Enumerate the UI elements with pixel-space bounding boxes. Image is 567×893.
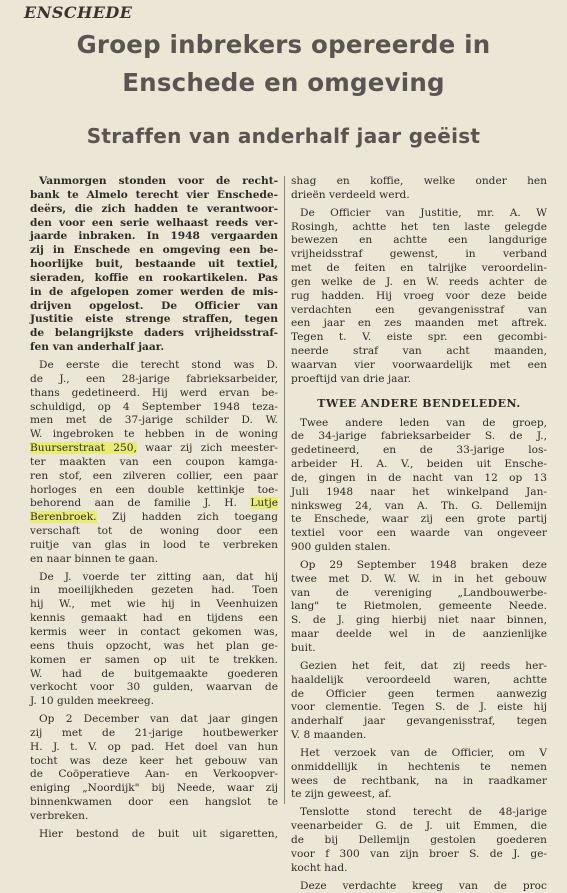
text-line: verdachten een gevangenisstraf van [291,304,547,318]
text-line: De eerste die terecht stond was D. [30,359,278,373]
text-line: Rosingh, achtte het ten laste gelegde [291,221,547,235]
text-line: de belangrijkste daders vrijheidsstraf- [30,327,278,341]
highlighted-text: Berenbroek. [30,511,97,523]
text-line: men met de 37-jarige schilder D. W. [30,414,278,428]
left-column [30,175,278,804]
text-line: jaarde inbraken. In 1948 vergaarden [30,230,278,244]
text-line: kermis weer in contact gekomen was, [30,626,278,640]
text-line: den voor een serie welhaast reeds ver- [30,217,278,231]
text-line: te Enschede, waar zij een grote partij [291,513,547,527]
text-line: Deze verdachte kreeg van de proc [291,880,547,893]
highlighted-text: Buurserstraat 250, [30,442,137,454]
text-line: hoorlijke buit, bestaande uit textiel, [30,258,278,272]
dateline: ENSCHEDE [24,3,133,22]
text-line: lang" te Rietmolen, gemeente Neede. [291,600,547,614]
text-line: V. 8 maanden. [291,729,547,743]
text-line: binnenkwamen door een hangslot te [30,796,278,810]
text-line: te zijn geweest, af. [291,788,547,802]
text-line: proeftijd van drie jaar. [291,373,547,387]
text-line: de bij Dellemijn gestolen goederen [291,834,547,848]
text-line: Het verzoek van de Officier, om V [291,747,547,761]
text-line: zij met de 21-jarige houtbewerker [30,727,278,741]
text-line: Buurserstraat 250, waar zij zich meester- [30,442,278,456]
text-line: De Officier van Justitie, mr. A. W [291,207,547,221]
text-line: shag en koffie, welke onder hen [291,175,547,189]
text-line: kocht had. [291,862,547,876]
text-line: van de vereniging „Landbouwerbe- [291,587,547,601]
text-line: Op 29 September 1948 braken deze [291,559,547,573]
text-line: neerde straf van acht maanden, [291,345,547,359]
text-line: in moeilijkheden gezeten had. Toen [30,584,278,598]
text-line: bewezen en achtte een langdurige [291,234,547,248]
column-divider [284,176,285,804]
text-line: sieraden, koffie en rookartikelen. Pas [30,272,278,286]
subheadline: Straffen van anderhalf jaar geëist [0,124,567,148]
text-line: Hier bestond de buit uit sigaretten, [30,828,278,842]
text-line: onmiddellijk in hechtenis te nemen [291,761,547,775]
text-line: drijven opgelost. De Officier van [30,300,278,314]
text-line: drieën verdeeld werd. [291,189,547,203]
text-line: Vanmorgen stonden voor de recht- [30,175,278,189]
highlighted-text: Lutje [250,497,278,509]
text-line: de Officier geen termen aanwezig [291,688,547,702]
text-line: ren stof, een zilveren collier, een paar [30,470,278,484]
text-line: maar deelde wel in de aanzienlijke [291,628,547,642]
text-line: vrijheidsstraf gewenst, in verband [291,248,547,262]
text-line: twee met D. W. W. in in het gebouw [291,573,547,587]
text-line: met de feiten en talrijke veroordelin- [291,262,547,276]
text-line: schuldigd, op 4 September 1948 teza- [30,401,278,415]
headline-line-1: Groep inbrekers opereerde in [0,26,567,64]
text-line: de, gingen in de nacht van 12 op 13 [291,472,547,486]
text-line: eniging „Noordijk" bij Neede, waar zij [30,782,278,796]
text-line: Berenbroek. Zij hadden zich toegang [30,511,278,525]
text-line: komen er samen op uit te trekken. [30,654,278,668]
text-line: hij W., met wie hij in Veenhuizen [30,598,278,612]
text-line: horloges en een double kettinkje toe- [30,484,278,498]
text-line: textiel voor een waarde van ongeveer [291,527,547,541]
text-line: W. had de buitgemaakte goederen [30,668,278,682]
text-line: Tenslotte stond terecht de 48-jarige [291,806,547,820]
text-line: Tegen t. V. eiste spr. een gecombi- [291,331,547,345]
text-line: kennis gemaakt had en tijdens een [30,612,278,626]
headline-line-2: Enschede en omgeving [0,64,567,102]
text-line: veenarbeider G. de J. uit Emmen, die [291,820,547,834]
text-line: 900 gulden stalen. [291,541,547,555]
text-line: arbeider H. A. V., beiden uit Ensche- [291,458,547,472]
text-line: thans gedetineerd. Hij werd ervan be- [30,387,278,401]
text-line: Gezien het feit, dat zij reeds her- [291,660,547,674]
text-line: zij in Enschede en omgeving een be- [30,244,278,258]
text-line: haaldelijk veroordeeld waren, achtte [291,674,547,688]
text-line: waarvan vier voorwaardelijk met een [291,359,547,373]
text-line: tocht was deze keer het gebouw van [30,755,278,769]
right-column-part-2 [291,417,547,893]
right-column [291,175,547,804]
text-line: verschaft tot de woning door een [30,525,278,539]
text-line: de Coöperatieve Aan- en Verkoopver- [30,768,278,782]
text-line: de J., een 28-jarige fabrieksarbeider, [30,373,278,387]
text-line: Op 2 December van dat jaar gingen [30,713,278,727]
headline [0,26,567,102]
text-line: fen van anderhalf jaar. [30,341,278,355]
text-line: een jaar en zes maanden met aftrek. [291,317,547,331]
text-line: behorend aan de familie J. H. Lutje [30,497,278,511]
right-column-part-1 [291,175,547,391]
text-line: rug hadden. Hij vroeg voor deze beide [291,290,547,304]
text-line: in de afgelopen zomer werden de mis- [30,286,278,300]
text-line: verbreken. [30,810,278,824]
text-line: Twee andere leden van de groep, [291,417,547,431]
text-line: ninksweg 24, van A. Th. G. Dellemijn [291,500,547,514]
section-heading: TWEE ANDERE BENDELEDEN. [291,397,547,411]
text-line: voor f 300 van zijn broer S. de J. ge- [291,848,547,862]
text-line: gedetineerd, en de 33-jarige los- [291,444,547,458]
text-line: H. J. t. V. op pad. Het doel van hun [30,741,278,755]
text-line: anderhalf jaar gevangenisstraf, tegen [291,715,547,729]
text-line: wees de rechtbank, na in raadkamer [291,775,547,789]
text-line: voor clementie. Tegen S. de J. eiste hij [291,701,547,715]
text-line: Juli 1948 naar het winkelpand Jan- [291,486,547,500]
text-line: bank te Almelo terecht vier Enschede- [30,189,278,203]
text-line: verkocht voor 30 gulden, waarvan de [30,681,278,695]
text-line: buit. [291,642,547,656]
text-line: eens thuis opzocht, was het plan ge- [30,640,278,654]
text-line: S. de J. ging hierbij niet naar binnen, [291,614,547,628]
text-line: en naar binnen te gaan. [30,553,278,567]
text-line: deërs, die zich hadden te verantwoor- [30,203,278,217]
text-line: ruitje van glas in lood te verbreken [30,539,278,553]
paragraph-gap [291,387,547,391]
text-line: Justitie eiste strenge straffen, tegen [30,313,278,327]
text-line: J. 10 gulden meekreeg. [30,695,278,709]
text-line: W. ingebroken te hebben in de woning [30,428,278,442]
text-line: gen welke de J. en W. reeds achter de [291,276,547,290]
text-line: ter maakten van een coupon kamga- [30,456,278,470]
text-line: de 34-jarige fabrieksarbeider S. de J., [291,430,547,444]
text-line: De J. voerde ter zitting aan, dat hij [30,571,278,585]
